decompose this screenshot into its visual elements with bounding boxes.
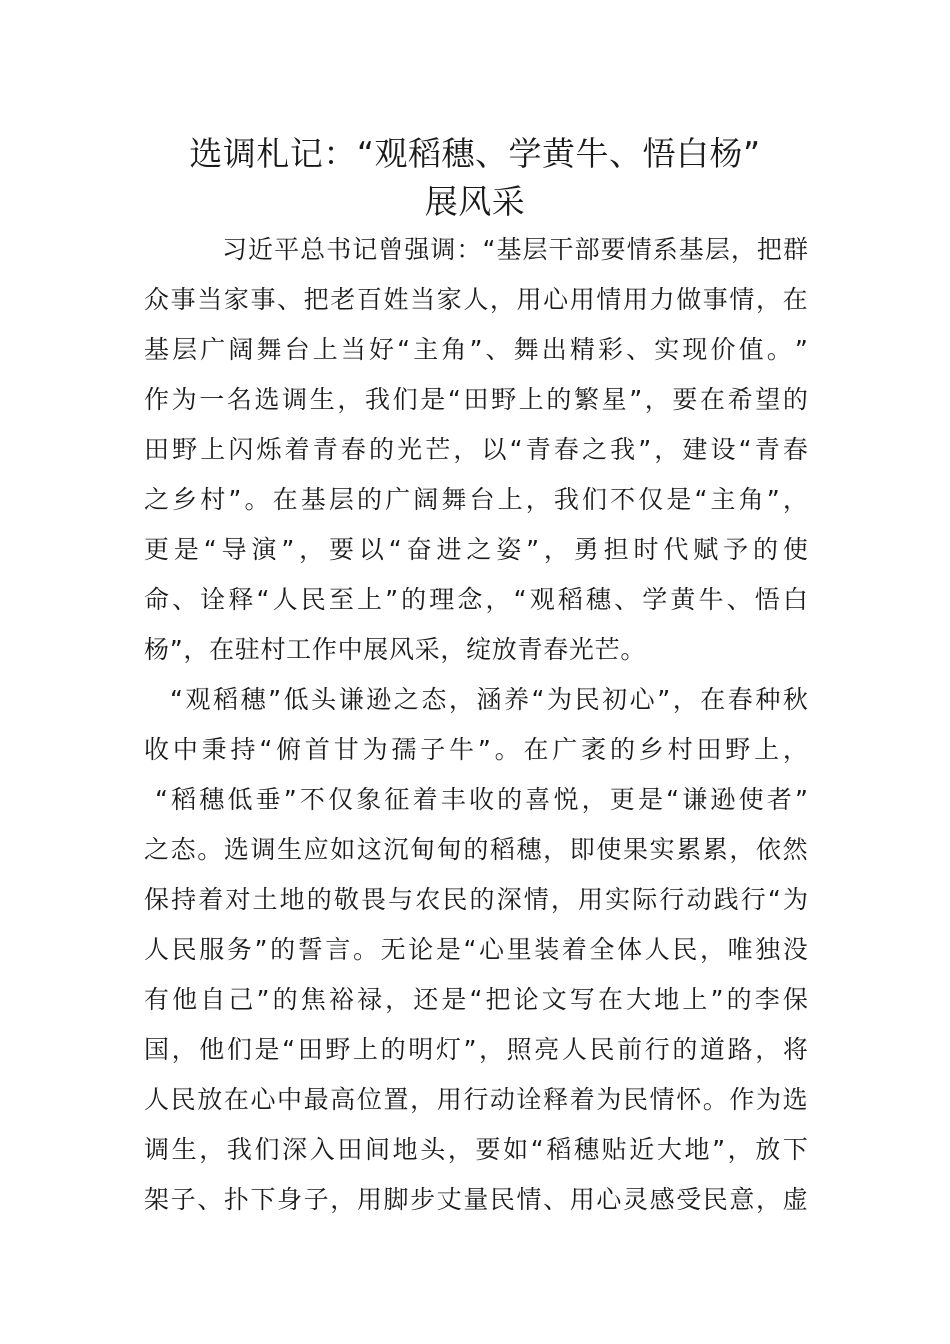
body-line: 架 子 、 扑 下 身 子 ， 用 脚 步 丈 量 民 情 、 用 心 灵 感 受 民 意 ， 虚 xyxy=(144,1185,808,1214)
body-line: 国 ， 他 们 是 “ 田 野 上 的 明 灯 ” ， 照 亮 人 民 前 行 的 道 路 ， 将 xyxy=(144,1035,808,1064)
document-title-line-1: 选调札记：“观稻穗、学黄牛、悟白杨” xyxy=(189,134,761,173)
body-line: 有 他 自 己 ” 的 焦 裕 禄 ， 还 是 “ 把 论 文 写 在 大 地 上 ” 的 李 保 xyxy=(144,985,808,1014)
body-line: “ 观 稻 穗 ” 低 头 谦 逊 之 态 ， 涵 养 “ 为 民 初 心 ” ， 在 春 种 秋 xyxy=(170,685,808,714)
body-line: 调 生 ， 我 们 深 入 田 间 地 头 ， 要 如 “ 稻 穗 贴 近 大 地 ” ， 放 下 xyxy=(144,1135,808,1164)
body-line: 基 层 广 阔 舞 台 上 当 好 “ 主 角 ” 、 舞 出 精 彩 、 实 现 价 值 。 ” xyxy=(144,335,808,364)
document-title-line-2: 展风采 xyxy=(424,182,526,221)
body-line: 收 中 秉 持 “ 俯 首 甘 为 孺 子 牛 ” 。 在 广 袤 的 乡 村 田 野 上 ， xyxy=(144,735,808,764)
body-line: 田 野 上 闪 烁 着 青 春 的 光 芒 ， 以 “ 青 春 之 我 ” ， 建 设 “ 青 春 xyxy=(144,435,808,464)
body-line: 杨 ” ， 在 驻 村 工 作 中 展 风 采 ， 绽 放 青 春 光 芒 。 xyxy=(144,635,647,664)
body-line: “ 稻 穗 低 垂 ” 不 仅 象 征 着 丰 收 的 喜 悦 ， 更 是 “ 谦 逊 使 者 ” xyxy=(155,785,808,814)
body-line: 人 民 放 在 心 中 最 高 位 置 ， 用 行 动 诠 释 着 为 民 情 怀 。 作 为 选 xyxy=(144,1085,808,1114)
body-line: 作 为 一 名 选 调 生 ， 我 们 是 “ 田 野 上 的 繁 星 ” ， 要 在 希 望 的 xyxy=(144,385,808,414)
body-line: 保 持 着 对 土 地 的 敬 畏 与 农 民 的 深 情 ， 用 实 际 行 动 践 行 “ 为 xyxy=(144,885,808,914)
body-line: 习 近 平 总 书 记 曾 强 调 ： “ 基 层 干 部 要 情 系 基 层 ， 把 群 xyxy=(222,235,808,264)
body-line: 更 是 “ 导 演 ” ， 要 以 “ 奋 进 之 姿 ” ， 勇 担 时 代 赋 予 的 使 xyxy=(144,535,808,564)
body-line: 众 事 当 家 事 、 把 老 百 姓 当 家 人 ， 用 心 用 情 用 力 做 事 情 ， 在 xyxy=(144,285,808,314)
body-line: 人 民 服 务 ” 的 誓 言 。 无 论 是 “ 心 里 装 着 全 体 人 民 ， 唯 独 没 xyxy=(144,935,808,964)
body-line: 之 态 。 选 调 生 应 如 这 沉 甸 甸 的 稻 穗 ， 即 使 果 实 累 累 ， 依 然 xyxy=(144,835,808,864)
body-line: 命 、 诠 释 “ 人 民 至 上 ” 的 理 念 ， “ 观 稻 穗 、 学 黄 牛 、 悟 白 xyxy=(144,585,808,614)
body-line: 之 乡 村 ” 。 在 基 层 的 广 阔 舞 台 上 ， 我 们 不 仅 是 “ 主 角 ” ， xyxy=(144,485,808,514)
